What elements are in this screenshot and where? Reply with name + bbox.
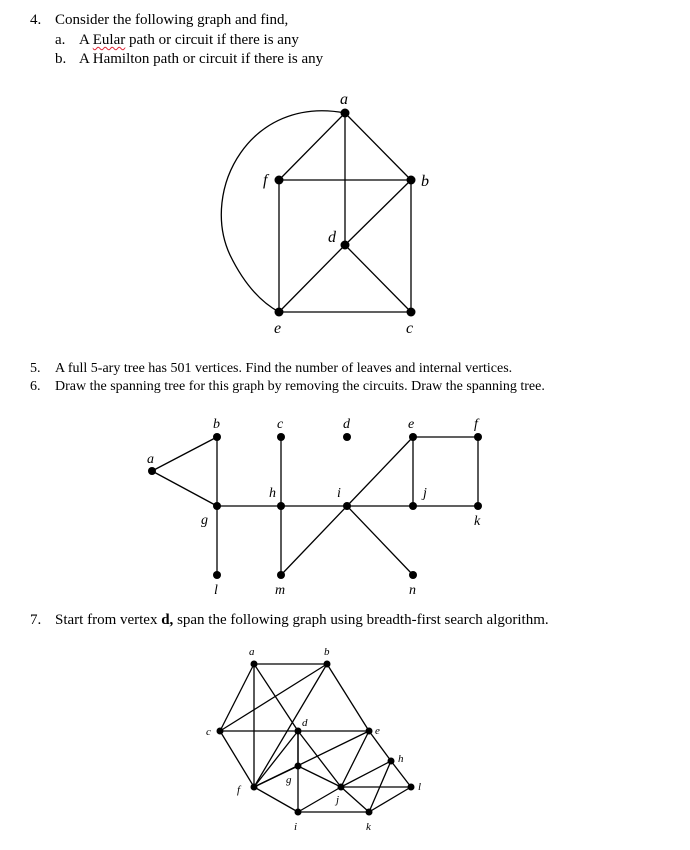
edge-e-j [341,731,369,787]
vertex-e [366,728,373,735]
vertex-b [213,433,221,441]
question-number: 4. [30,12,42,28]
edge-e-h [369,731,391,761]
vertex-label: k [366,821,371,833]
vertex-label: n [409,583,416,598]
vertex-label: h [269,486,276,501]
vertex-label: f [474,417,478,432]
question-text: Consider the following graph and find, [55,12,289,28]
question-number: 6. [30,379,41,394]
vertex-b [324,661,331,668]
edge-a-b [345,113,411,180]
vertex-c [277,433,285,441]
vertex-j [338,784,345,791]
graph-q4-labels [263,91,429,337]
vertex-k [474,502,482,510]
vertex-label: c [277,417,284,432]
vertex-d [295,728,302,735]
vertex-label: d [328,229,336,246]
vertex-a [148,467,156,475]
vertex-label: m [275,583,286,598]
question-text: Draw the spanning tree for this graph by removing the circuits. Draw the spanning tree. [55,379,545,394]
edge-a-b [152,437,217,471]
edge-a-g [152,471,217,506]
edge-d-e [279,245,345,312]
graph-q6-labels [147,417,481,598]
vertex-h [388,758,395,765]
misspelled-word: Eular [92,32,126,48]
question-text-end: span the following graph using breadth-first search algorithm. [173,612,549,628]
vertex-f [474,433,482,441]
edge-i-m [281,506,347,575]
vertex-a [251,661,258,668]
edge-h-l [391,761,411,787]
vertex-label: d [302,717,308,729]
edge-k-l [369,787,411,812]
vertex-g [213,502,221,510]
vertex-label: i [337,486,341,501]
vertex-label: k [474,514,481,529]
vertex-label: e [274,320,282,337]
vertex-label: a [147,452,154,467]
vertex-i [295,809,302,816]
vertex-e [409,433,417,441]
question-text: A full 5-ary tree has 501 vertices. Find the number of leaves and internal vertices. [55,361,513,376]
edge-a-f [279,113,345,180]
edge-e-f [254,731,369,787]
vertex-c [407,308,416,317]
edge-g-j [298,766,341,787]
vertex-f [275,176,284,185]
part-text-end: path or circuit if there is any [125,32,299,48]
vertex-h [277,502,285,510]
edge-i-j [298,787,341,812]
vertex-label: b [421,173,429,190]
vertex-label: f [237,784,241,796]
edge-d-f [254,731,298,787]
vertex-c [217,728,224,735]
vertex-f [251,784,258,791]
vertex-l [213,571,221,579]
edge-b-c [220,664,327,731]
edge-j-h [341,761,391,787]
vertex-label: l [214,583,218,598]
edge-i-n [347,506,413,575]
edge-a-c [220,664,254,731]
edge-a-e [221,111,345,312]
part-text-start: A [79,32,93,48]
edge-h-k [369,761,391,812]
vertex-label: f [263,172,268,189]
vertex-m [277,571,285,579]
part-label: a. [55,32,66,48]
vertex-label: b [213,417,220,432]
edge-a-d [254,664,298,731]
graph-q6-nodes [148,433,482,579]
graph-q4-nodes [275,109,416,317]
vertex-label: g [201,513,208,528]
part-text: A Hamilton path or circuit if there is any [79,51,324,67]
edge-b-f [254,664,327,787]
vertex-k [366,809,373,816]
question-number: 5. [30,361,41,376]
edge-f-g [254,766,298,787]
vertex-label: h [398,753,404,765]
vertex-label: i [294,821,298,833]
vertex-b [407,176,416,185]
question-number: 7. [30,612,42,628]
question-text-start: Start from vertex [55,612,162,628]
vertex-j [409,502,417,510]
vertex-label: e [375,725,380,737]
vertex-a [341,109,350,118]
vertex-d [343,433,351,441]
vertex-label: c [206,726,211,738]
graph-q7-nodes [217,661,415,816]
vertex-label: j [336,794,340,806]
graph-q7-labels [206,646,421,833]
vertex-n [409,571,417,579]
vertex-label: b [324,646,330,658]
edge-d-c [345,245,411,312]
vertex-l [408,784,415,791]
vertex-label: a [340,91,348,108]
graph-q7-edges [220,664,411,812]
edge-j-k [341,787,369,812]
edge-e-i [347,437,413,506]
vertex-label: d [343,417,350,432]
vertex-i [343,502,351,510]
graph-q6-edges [152,437,478,575]
part-text [79,31,299,49]
vertex-label: c [406,320,414,337]
vertex-label: g [286,774,292,786]
graph-q4-edges [221,111,411,312]
edge-d-j [298,731,341,787]
question-text-bold: d, [161,612,174,628]
vertex-label: e [408,417,415,432]
vertex-g [295,763,302,770]
vertex-e [275,308,284,317]
edge-b-e [327,664,369,731]
edge-f-i [254,787,298,812]
question-text [55,611,549,629]
vertex-label: j [423,486,427,501]
vertex-label: a [249,646,255,658]
edge-b-d [345,180,411,245]
edge-c-f [220,731,254,787]
vertex-d [341,241,350,250]
vertex-label: l [418,781,422,793]
part-label: b. [55,51,67,67]
